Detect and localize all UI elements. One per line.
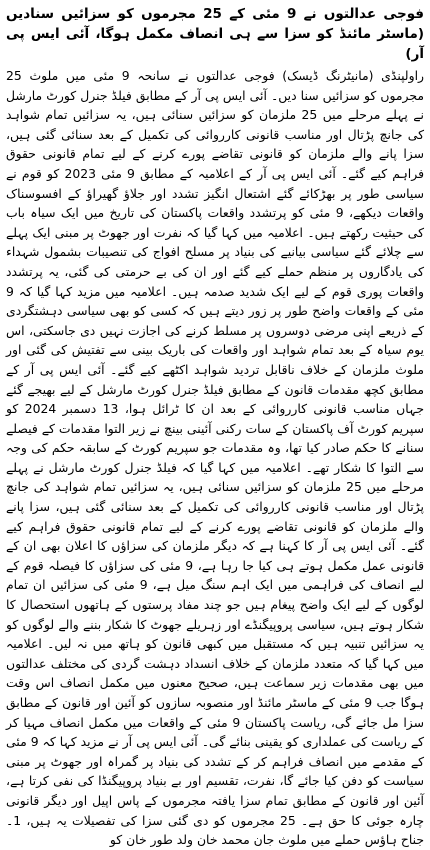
article-headline: فوجی عدالتوں نے 9 مئی کے 25 مجرموں کو سزائیں سنادیں (ماسٹر مائنڈ کو سزا سے ہی انصاف مکمل ہوگا، آئی ایس پی آر) [6, 6, 425, 62]
article-body: راولپنڈی (مانیٹرنگ ڈیسک) فوجی عدالتوں نے سانحہ 9 مئی میں ملوث 25 مجرموں کو سزائیں سنا دیں۔ آئی ایس پی آر کے مطابق فیلڈ جنرل کورٹ مارشل نے پہلے مرحلے میں 25 ملزمان کو سزائیں سنائی ہیں، یہ سزائیں تمام شواہد کی جانچ پڑتال اور مناسب قانونی کارروائی کی تکمیل کے بعد سنائی گئی ہیں، سزا پانے والے ملزمان کو قانونی تقاضے پورے کرنے کے لیے تمام قانونی حقوق فراہم کیے گئے۔ آئی ایس پی آر کے اعلامیہ کے مطابق 9 مئی 2023 کو قوم نے سیاسی طور پر بھڑکائے گئے اشتعال انگیز تشدد اور جلاؤ گھیراؤ کے افسوسناک واقعات دیکھے، 9 مئی کو پرتشدد واقعات پاکستان کی تاریخ میں ایک سیاہ باب کی حیثیت رکھتے ہیں۔ اعلامیہ میں کہا گیا کہ نفرت اور جھوٹ پر مبنی ایک پہلے سے چلائے گئے سیاسی بیانیے کی بنیاد پر مسلح افواج کی تنصیبات بشمول شہداء کی یادگاروں پر منظم حملے کیے گئے اور ان کی بے حرمتی کی گئی، یہ پرتشدد واقعات پوری قوم کے لیے ایک شدید صدمہ ہیں۔ اعلامیہ میں مزید کہا گیا کہ 9 مئی کے واقعات واضح طور پر زور دیتے ہیں کہ کسی کو بھی سیاسی دہشتگردی کے ذریعے اپنی مرضی دوسروں پر مسلط کرنے کی اجازت نہیں دی جاسکتی، اس یوم سیاہ کے بعد تمام شواہد اور واقعات کی باریک بینی سے تفتیش کی گئی اور ملوث ملزمان کے خلاف ناقابل تردید شواہد اکٹھے کیے گئے۔ آئی ایس پی آر کے مطابق کچھ مقدمات قانون کے مطابق فیلڈ جنرل کورٹ مارشل کے لیے بھیجے گئے جہاں مناسب قانونی کارروائی کے بعد ان کا ٹرائل ہوا، 13 دسمبر 2024 کو سپریم کورٹ آف پاکستان کے سات رکنی آئینی بینچ نے زیر التوا مقدمات کے فیصلے سنانے کا حکم صادر کیا تھا، وہ مقدمات جو سپریم کورٹ کے سابقہ حکم کی وجہ سے التوا کا شکار تھے۔ اعلامیہ میں کہا گیا کہ فیلڈ جنرل کورٹ مارشل نے پہلے مرحلے میں 25 ملزمان کو سزائیں سنائی ہیں، یہ سزائیں تمام شواہد کی جانچ پڑتال اور مناسب قانونی کارروائی کی تکمیل کے بعد سنائی گئی ہیں، سزا پانے والے ملزمان کو قانونی تقاضے پورے کرنے کے لیے تمام قانونی حقوق فراہم کیے گئے۔ آئی ایس پی آر کا کہنا ہے کہ دیگر ملزمان کی سزاؤں کا اعلان بھی ان کے قانونی عمل مکمل ہوتے ہی کیا جا رہا ہے، 9 مئی کی سزاؤں کا فیصلہ قوم کے لیے انصاف کی فراہمی میں ایک اہم سنگ میل ہے، 9 مئی کی سزائیں ان تمام لوگوں کے لیے ایک واضح پیغام ہیں جو چند مفاد پرستوں کے ہاتھوں استحصال کا شکار ہوتے ہیں، سیاسی پروپیگنڈے اور زہریلے جھوٹ کا شکار بننے والے لوگوں کو یہ سزائیں تنبیہ ہیں کہ مستقبل میں کبھی قانون کو ہاتھ میں نہ لیں۔ اعلامیہ میں کہا گیا کہ متعدد ملزمان کے خلاف انسداد دہشت گردی کی مختلف عدالتوں میں بھی مقدمات زیر سماعت ہیں، صحیح معنوں میں مکمل انصاف اس وقت ہوگا جب 9 مئی کے ماسٹر مائنڈ اور منصوبہ سازوں کو آئین اور قانون کے مطابق سزا مل جائے گی، ریاست پاکستان 9 مئی کے واقعات میں مکمل انصاف مہیا کر کے ریاست کی عملداری کو یقینی بنائے گی۔ آئی ایس پی آر نے مزید کہا کہ 9 مئی کے مقدمے میں انصاف فراہم کر کے تشدد کی بنیاد پر گمراہ اور جھوٹ پر مبنی سیاست کو دفن کیا جائے گا، نفرت، تقسیم اور بے بنیاد پروپیگنڈا کی نفی کرتا ہے، آئین اور قانون کے مطابق تمام سزا یافتہ مجرموں کے پاس اپیل اور دیگر قانونی چارہ جوئی کا حق ہے۔ 25 مجرموں کو دی گئی سزا کی تفصیلات یہ ہیں، 1۔ جناح ہاؤس حملے میں ملوث جان محمد خان ولد طور خان کو [6, 68, 424, 848]
